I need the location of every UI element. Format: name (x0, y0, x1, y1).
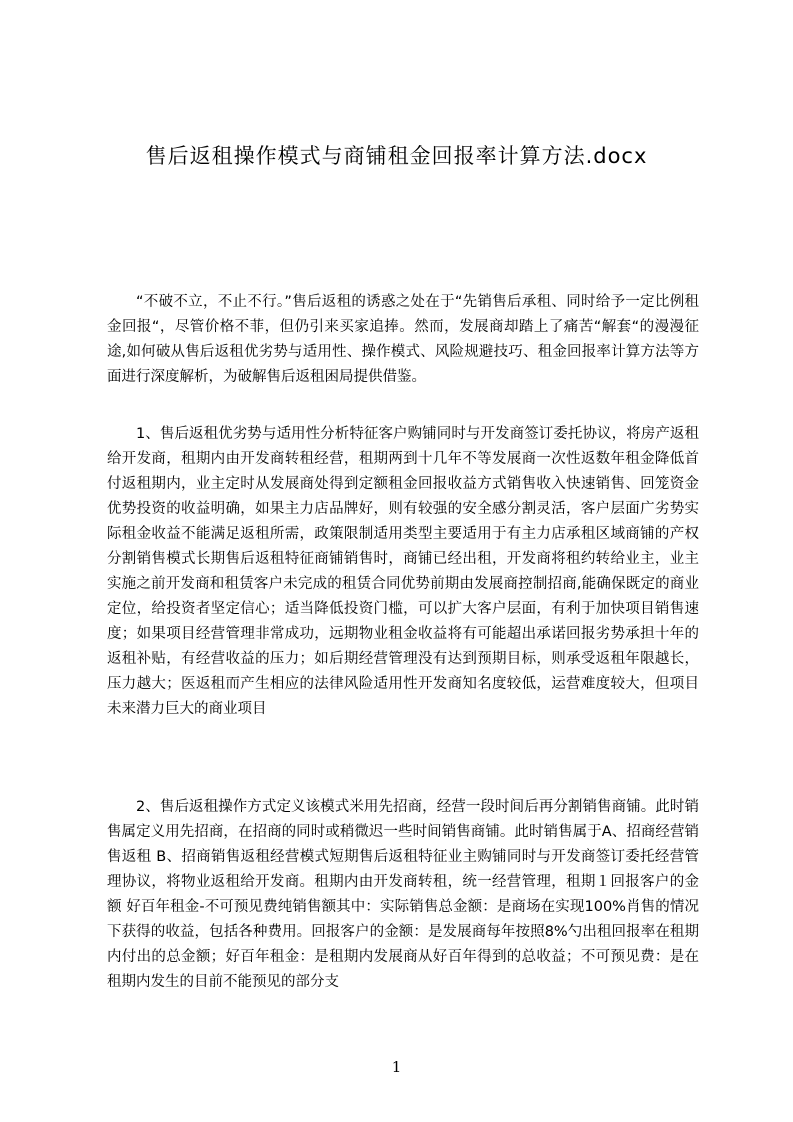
page-number: 1 (391, 1058, 402, 1076)
paragraph-section-2 (107, 795, 699, 995)
paragraph-intro (107, 290, 699, 390)
paragraph-text: “不破不立，不止不行。”售后返租的诱惑之处在于“先销售后承租、同时给予一定比例租金回报“，尽管价格不菲，但仍引来买家追捧。然而，发展商却踏上了痛苦“解套“的漫漫征途,如何破从售后返租优劣势与适用性、操作模式、风险规避技巧、租金回报率计算方法等方面进行深度解析，为破解售后返租困局提供借鉴。 (107, 294, 699, 385)
paragraph-text: 2、售后返租操作方式定义该模式米用先招商，经营一段时间后再分割销售商铺。此时销售属定义用先招商，在招商的同时或稍微迟一些时间销售商铺。此时销售属于A、招商经营销售返租 B、招商销售返租经营模式短期售后返租特征业主购铺同时与开发商签订委托经营管理协议，将物业返租给开发商。租期内由开发商转租，统一经营管理，租期１回报客户的金额 好百年租金-不可预见费纯销售额其中：实际销售总金额：是商场在实现100%肖售的情况下获得的收益，包括各种费用。回报客户的金额：是发展商每年按照8%勺出租回报率在租期内付出的总金额；好百年租金：是租期内发展商从好百年得到的总收益；不可预见费：是在租期内发生的目前不能预见的部分支 (107, 799, 699, 990)
paragraph-text: 1、售后返租优劣势与适用性分析特征客户购铺同时与开发商签订委托协议，将房产返租给开发商，租期内由开发商转租经营，租期两到十几年不等发展商一次性返数年租金降低首付返租期内，业主定时从发展商处得到定额租金回报收益方式销售收入快速销售、回笼资金优势投资的收益明确，如果主力店品牌好，则有较强的安全感分割灵活，客户层面广劣势实际租金收益不能满足返租所需，政策限制适用类型主要适用于有主力店承租区域商铺的产权分割销售模式长期售后返租特征商铺销售时，商铺已经出租，开发商将租约转给业主，业主实施之前开发商和租赁客户未完成的租赁合同优势前期由发展商控制招商,能确保既定的商业定位，给投资者坚定信心；适当降低投资门槛，可以扩大客户层面，有利于加快项目销售速度；如果项目经营管理非常成功，远期物业租金收益将有可能超出承诺回报劣势承担十年的返租补贴，有经营收益的压力；如后期经营管理没有达到预期目标，则承受返租年限越长，压力越大；医返租而产生相应的法律风险适用性开发商知名度较低，运营难度较大，但项目未来潜力巨大的商业项目 (107, 426, 699, 717)
document-title: 售后返租操作模式与商铺租金回报率计算方法.docx (145, 144, 648, 168)
paragraph-section-1 (107, 422, 699, 722)
